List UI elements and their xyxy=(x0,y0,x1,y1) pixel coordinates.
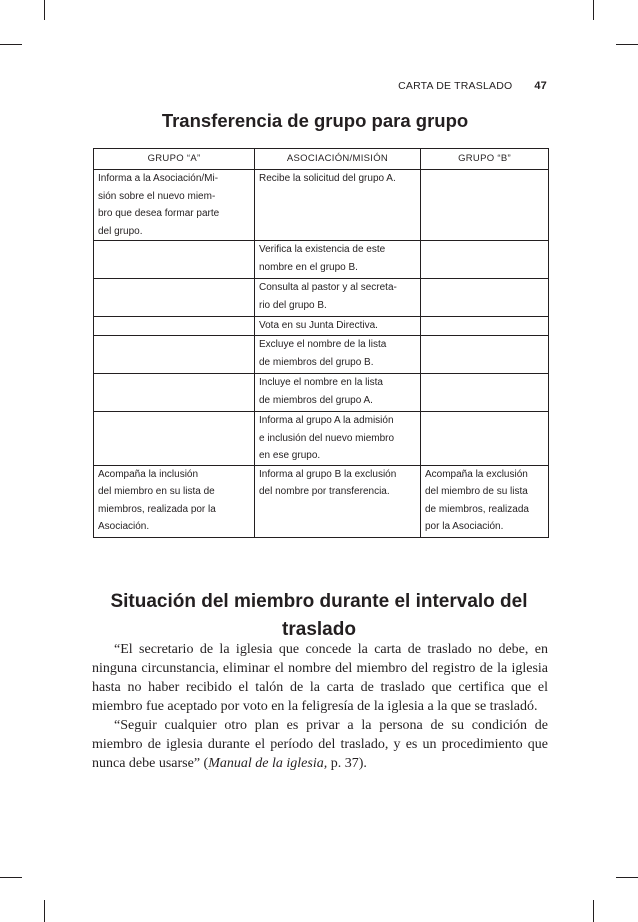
table-cell xyxy=(421,374,549,412)
crop-mark xyxy=(593,900,594,922)
table-cell xyxy=(421,241,549,279)
table-cell xyxy=(421,336,549,374)
table-cell xyxy=(421,317,549,336)
crop-mark xyxy=(616,877,638,878)
crop-mark xyxy=(0,877,22,878)
table-cell: Informa a la Asociación/Mi- sión sobre el nuevo miem- bro que desea formar parte del grupo. xyxy=(94,170,255,241)
table-row xyxy=(94,279,549,317)
page-title: Transferencia de grupo para grupo xyxy=(161,110,469,131)
running-header xyxy=(398,80,547,92)
paragraph-text: “Seguir cualquier otro plan es privar a la persona de su condición de miembro de iglesia durante el período del traslado, y es un procedimiento que nunca debe usarse” ( xyxy=(92,718,548,771)
table-cell: Acompaña la inclusión del miembro en su lista de miembros, realizada por la Asociación. xyxy=(94,465,255,537)
table-cell xyxy=(94,374,255,412)
table-cell xyxy=(94,241,255,279)
column-header-grupo-b: GRUPO “B” xyxy=(421,149,549,170)
running-title: CARTA DE TRASLADO xyxy=(398,80,513,92)
table-row xyxy=(94,465,549,537)
table-cell: Consulta al pastor y al secreta- rio del grupo B. xyxy=(255,279,421,317)
table-cell xyxy=(421,279,549,317)
table-cell xyxy=(94,279,255,317)
column-header-grupo-a: GRUPO “A” xyxy=(94,149,255,170)
crop-mark xyxy=(616,44,638,45)
table-cell xyxy=(421,412,549,466)
body-text xyxy=(92,640,548,773)
crop-mark xyxy=(44,0,45,20)
page-number: 47 xyxy=(534,80,547,92)
book-title: Manual de la iglesia, xyxy=(208,756,328,771)
section-title: Situación del miembro durante el intervalo del traslado xyxy=(110,591,528,640)
table-row xyxy=(94,170,549,241)
table-row xyxy=(94,317,549,336)
table-row xyxy=(94,374,549,412)
paragraph: “El secretario de la iglesia que concede la carta de traslado no debe, en ninguna circunstancia, eliminar el nombre del miembro del registro de la iglesia hasta no haber recibido el talón de la carta de traslado que certifica que el miembro fue aceptado por voto en la feligresía de la iglesia a la que se trasladó. xyxy=(92,642,548,714)
table-header-row xyxy=(94,149,549,170)
table-row xyxy=(94,336,549,374)
paragraph xyxy=(92,716,548,773)
table-row xyxy=(94,241,549,279)
table-cell xyxy=(94,317,255,336)
table-row xyxy=(94,412,549,466)
crop-mark xyxy=(44,900,45,922)
crop-mark xyxy=(593,0,594,20)
transfer-table xyxy=(93,148,549,538)
table-cell: Vota en su Junta Directiva. xyxy=(255,317,421,336)
table-cell: Verifica la existencia de este nombre en el grupo B. xyxy=(255,241,421,279)
table-cell: Acompaña la exclusión del miembro de su lista de miembros, realizada por la Asociación. xyxy=(421,465,549,537)
table-cell: Recibe la solicitud del grupo A. xyxy=(255,170,421,241)
table-cell: Incluye el nombre en la lista de miembros del grupo A. xyxy=(255,374,421,412)
table-cell: Excluye el nombre de la lista de miembros del grupo B. xyxy=(255,336,421,374)
column-header-asociacion: ASOCIACIÓN/MISIÓN xyxy=(255,149,421,170)
paragraph-text: p. 37). xyxy=(327,756,367,771)
table-cell: Informa al grupo A la admisión e inclusión del nuevo miembro en ese grupo. xyxy=(255,412,421,466)
table-cell: Informa al grupo B la exclusión del nombre por transferencia. xyxy=(255,465,421,537)
table-cell xyxy=(94,412,255,466)
table-cell xyxy=(94,336,255,374)
table-cell xyxy=(421,170,549,241)
crop-mark xyxy=(0,44,22,45)
